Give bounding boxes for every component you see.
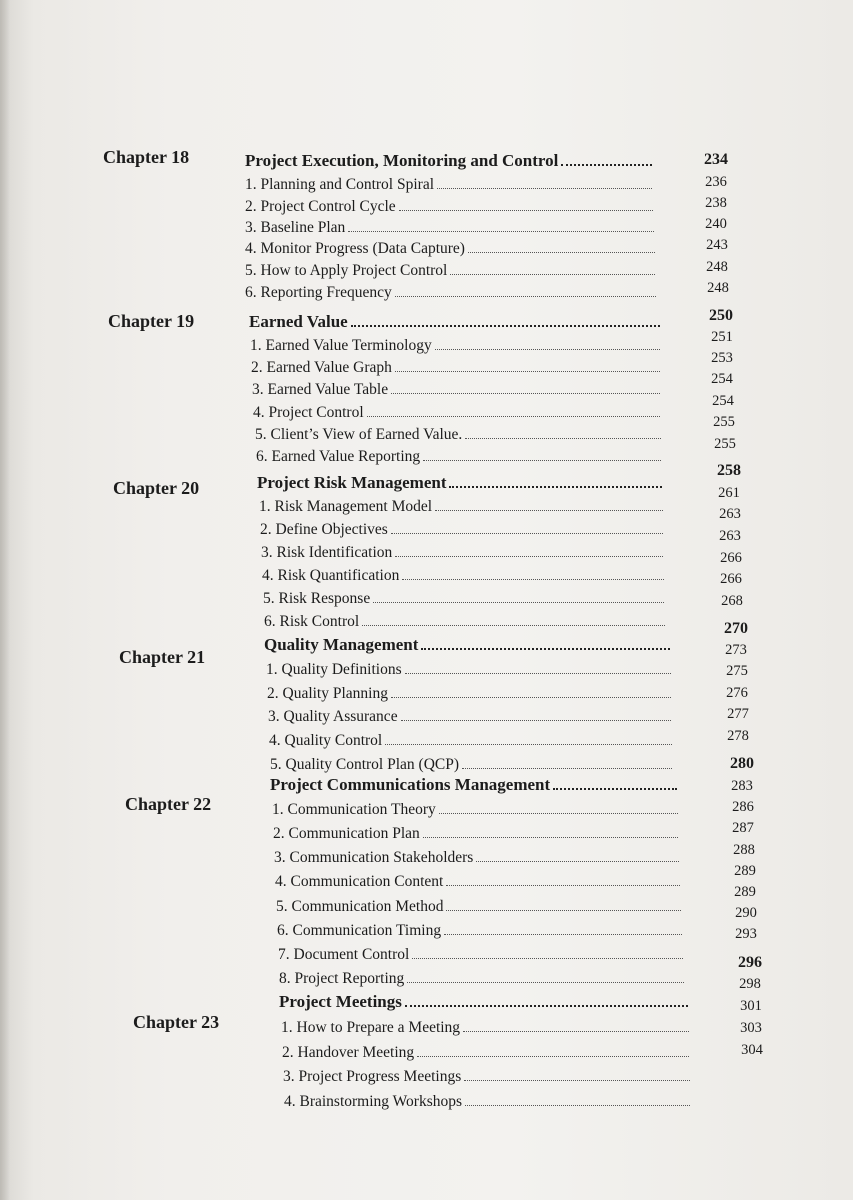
chapter-title-row[interactable]: [245, 150, 655, 171]
page-number: 254: [712, 393, 734, 409]
chapter-title-row[interactable]: [249, 311, 663, 332]
dot-leader: [417, 1055, 689, 1057]
chapter-title-row[interactable]: [279, 991, 691, 1012]
dot-leader: [423, 836, 678, 838]
section-title: 7. Document Control: [278, 946, 410, 963]
dot-leader: [561, 163, 652, 166]
page-number: 248: [706, 259, 728, 275]
section-row[interactable]: [275, 870, 683, 891]
section-row[interactable]: [255, 423, 664, 444]
chapter-title-row[interactable]: [257, 472, 665, 493]
page-number: 236: [705, 174, 727, 190]
section-title: 3. Communication Stakeholders: [274, 849, 474, 866]
section-row[interactable]: [262, 564, 667, 585]
section-title: 2. Quality Planning: [267, 685, 388, 702]
page-number: 250: [709, 307, 733, 324]
page-number: 255: [714, 436, 736, 452]
section-row[interactable]: [245, 216, 657, 237]
chapter-label: Chapter 23: [133, 1012, 220, 1032]
section-title: 3. Earned Value Table: [252, 381, 389, 398]
section-title: 1. How to Prepare a Meeting: [281, 1019, 461, 1036]
section-title: 6. Earned Value Reporting: [256, 448, 421, 465]
dot-leader: [391, 696, 671, 698]
chapter-label: Chapter 21: [119, 647, 206, 667]
dot-leader: [391, 392, 660, 394]
section-title: 6. Communication Timing: [277, 922, 442, 939]
section-title: 5. Communication Method: [276, 898, 444, 915]
dot-leader: [446, 884, 680, 886]
dot-leader: [476, 860, 679, 862]
dot-leader: [362, 624, 665, 626]
dot-leader: [465, 437, 661, 439]
page-number: 301: [740, 998, 762, 1014]
section-row[interactable]: [259, 495, 666, 516]
section-row[interactable]: [272, 798, 681, 819]
page-number: 288: [733, 842, 755, 858]
page-number: 254: [711, 371, 733, 387]
section-row[interactable]: [251, 356, 663, 377]
page-number: 303: [740, 1020, 762, 1036]
chapter-title: Earned Value: [249, 312, 348, 331]
page-number: 270: [724, 620, 748, 637]
section-title: 5. Risk Response: [263, 590, 371, 607]
dot-leader: [405, 1004, 688, 1007]
page-number: 277: [727, 706, 749, 722]
section-row[interactable]: [256, 445, 664, 466]
dot-leader: [402, 578, 664, 580]
section-row[interactable]: [253, 401, 663, 422]
dot-leader: [373, 601, 664, 603]
dot-leader: [449, 485, 662, 488]
dot-leader: [463, 1030, 689, 1032]
section-row[interactable]: [263, 587, 667, 608]
page-number: 287: [732, 820, 754, 836]
page-number: 289: [734, 863, 756, 879]
dot-leader: [444, 933, 682, 935]
dot-leader: [435, 348, 660, 350]
dot-leader: [462, 767, 672, 769]
page-number: 266: [720, 550, 742, 566]
section-title: 1. Risk Management Model: [259, 498, 433, 515]
section-row[interactable]: [282, 1041, 692, 1062]
dot-leader: [464, 1079, 690, 1081]
dot-leader: [421, 647, 670, 650]
section-row[interactable]: [252, 378, 663, 399]
section-row[interactable]: [260, 518, 666, 539]
page-number: 304: [741, 1042, 763, 1058]
section-row[interactable]: [284, 1090, 693, 1111]
page-number: 298: [739, 976, 761, 992]
section-title: 4. Project Control: [253, 404, 364, 421]
dot-leader: [553, 787, 677, 790]
section-row[interactable]: [281, 1016, 692, 1037]
section-title: 6. Risk Control: [264, 613, 360, 630]
chapter-title: Project Risk Management: [257, 473, 447, 492]
section-title: 4. Quality Control: [269, 732, 383, 749]
page-number: 255: [713, 414, 735, 430]
section-row[interactable]: [245, 281, 659, 302]
section-title: 2. Project Control Cycle: [245, 198, 396, 215]
dot-leader: [450, 273, 655, 275]
section-row[interactable]: [274, 846, 682, 867]
page-number: 289: [734, 884, 756, 900]
chapter-label: Chapter 20: [113, 478, 200, 498]
dot-leader: [348, 230, 654, 232]
page-number: 263: [719, 506, 741, 522]
section-title: 6. Reporting Frequency: [245, 284, 392, 301]
page-number: 296: [738, 954, 762, 971]
page-number: 286: [732, 799, 754, 815]
section-row[interactable]: [269, 729, 675, 750]
dot-leader: [395, 370, 660, 372]
dot-leader: [395, 295, 656, 297]
section-row[interactable]: [245, 237, 658, 258]
page-number: 261: [718, 485, 740, 501]
page-number: 268: [721, 593, 743, 609]
section-title: 8. Project Reporting: [279, 970, 405, 987]
dot-leader: [407, 981, 684, 983]
page-number: 266: [720, 571, 742, 587]
section-row[interactable]: [276, 895, 684, 916]
section-title: 5. Quality Control Plan (QCP): [270, 756, 460, 773]
dot-leader: [465, 1104, 690, 1106]
dot-leader: [351, 324, 660, 327]
chapter-title: Quality Management: [264, 635, 419, 654]
section-title: 3. Risk Identification: [261, 544, 393, 561]
page-number: 276: [726, 685, 748, 701]
chapter-label: Chapter 19: [108, 311, 195, 331]
page-number: 293: [735, 926, 757, 942]
section-title: 1. Earned Value Terminology: [250, 337, 432, 354]
page-number: 263: [719, 528, 741, 544]
dot-leader: [399, 209, 653, 211]
section-title: 1. Communication Theory: [272, 801, 436, 818]
page-number: 253: [711, 350, 733, 366]
page-number: 283: [731, 778, 753, 794]
dot-leader: [405, 672, 671, 674]
section-row[interactable]: [245, 259, 658, 280]
dot-leader: [437, 187, 652, 189]
dot-leader: [435, 509, 663, 511]
section-row[interactable]: [245, 195, 656, 216]
chapter-title: Project Meetings: [279, 992, 402, 1011]
section-title: 5. Client’s View of Earned Value.: [255, 426, 463, 443]
section-title: 3. Quality Assurance: [268, 708, 398, 725]
section-title: 4. Brainstorming Workshops: [284, 1093, 463, 1110]
section-row[interactable]: [279, 967, 687, 988]
dot-leader: [439, 812, 678, 814]
section-row[interactable]: [264, 610, 668, 631]
page-number: 240: [705, 216, 727, 232]
page-number: 280: [730, 755, 754, 772]
section-title: 1. Quality Definitions: [266, 661, 402, 678]
page-number: 248: [707, 280, 729, 296]
section-row[interactable]: [261, 541, 666, 562]
section-row[interactable]: [283, 1065, 693, 1086]
section-row[interactable]: [245, 173, 655, 194]
chapter-label: Chapter 18: [103, 147, 190, 167]
dot-leader: [391, 532, 663, 534]
page-number: 258: [717, 462, 741, 479]
section-title: 3. Baseline Plan: [245, 219, 346, 236]
dot-leader: [468, 251, 655, 253]
chapter-title: Project Execution, Monitoring and Control: [245, 151, 559, 170]
page-number: 251: [711, 329, 733, 345]
section-title: 4. Monitor Progress (Data Capture): [245, 240, 465, 257]
section-row[interactable]: [273, 822, 681, 843]
section-row[interactable]: [250, 334, 663, 355]
page-number: 238: [705, 195, 727, 211]
dot-leader: [423, 459, 661, 461]
dot-leader: [367, 415, 660, 417]
section-row[interactable]: [266, 658, 674, 679]
section-title: 3. Project Progress Meetings: [283, 1068, 462, 1085]
section-row[interactable]: [268, 705, 674, 726]
chapter-label: Chapter 22: [125, 794, 212, 814]
section-row[interactable]: [270, 753, 675, 774]
page-number: 278: [727, 728, 749, 744]
section-row[interactable]: [278, 943, 686, 964]
dot-leader: [412, 957, 683, 959]
chapter-title-row[interactable]: [264, 634, 673, 655]
dot-leader: [401, 719, 671, 721]
chapter-title-row[interactable]: [270, 774, 680, 795]
section-row[interactable]: [277, 919, 685, 940]
section-title: 2. Handover Meeting: [282, 1044, 415, 1061]
page-number: 234: [704, 151, 728, 168]
page-number: 243: [706, 237, 728, 253]
section-title: 1. Planning and Control Spiral: [245, 176, 435, 193]
page-number: 275: [726, 663, 748, 679]
section-title: 4. Communication Content: [275, 873, 444, 890]
page-number: 273: [725, 642, 747, 658]
dot-leader: [446, 909, 681, 911]
chapter-title: Project Communications Management: [270, 775, 551, 794]
dot-leader: [395, 555, 663, 557]
section-title: 5. How to Apply Project Control: [245, 262, 448, 279]
section-row[interactable]: [267, 682, 674, 703]
page-number: 290: [735, 905, 757, 921]
section-title: 2. Earned Value Graph: [251, 359, 392, 376]
section-title: 2. Define Objectives: [260, 521, 388, 538]
section-title: 2. Communication Plan: [273, 825, 420, 842]
section-title: 4. Risk Quantification: [262, 567, 400, 584]
dot-leader: [385, 743, 672, 745]
